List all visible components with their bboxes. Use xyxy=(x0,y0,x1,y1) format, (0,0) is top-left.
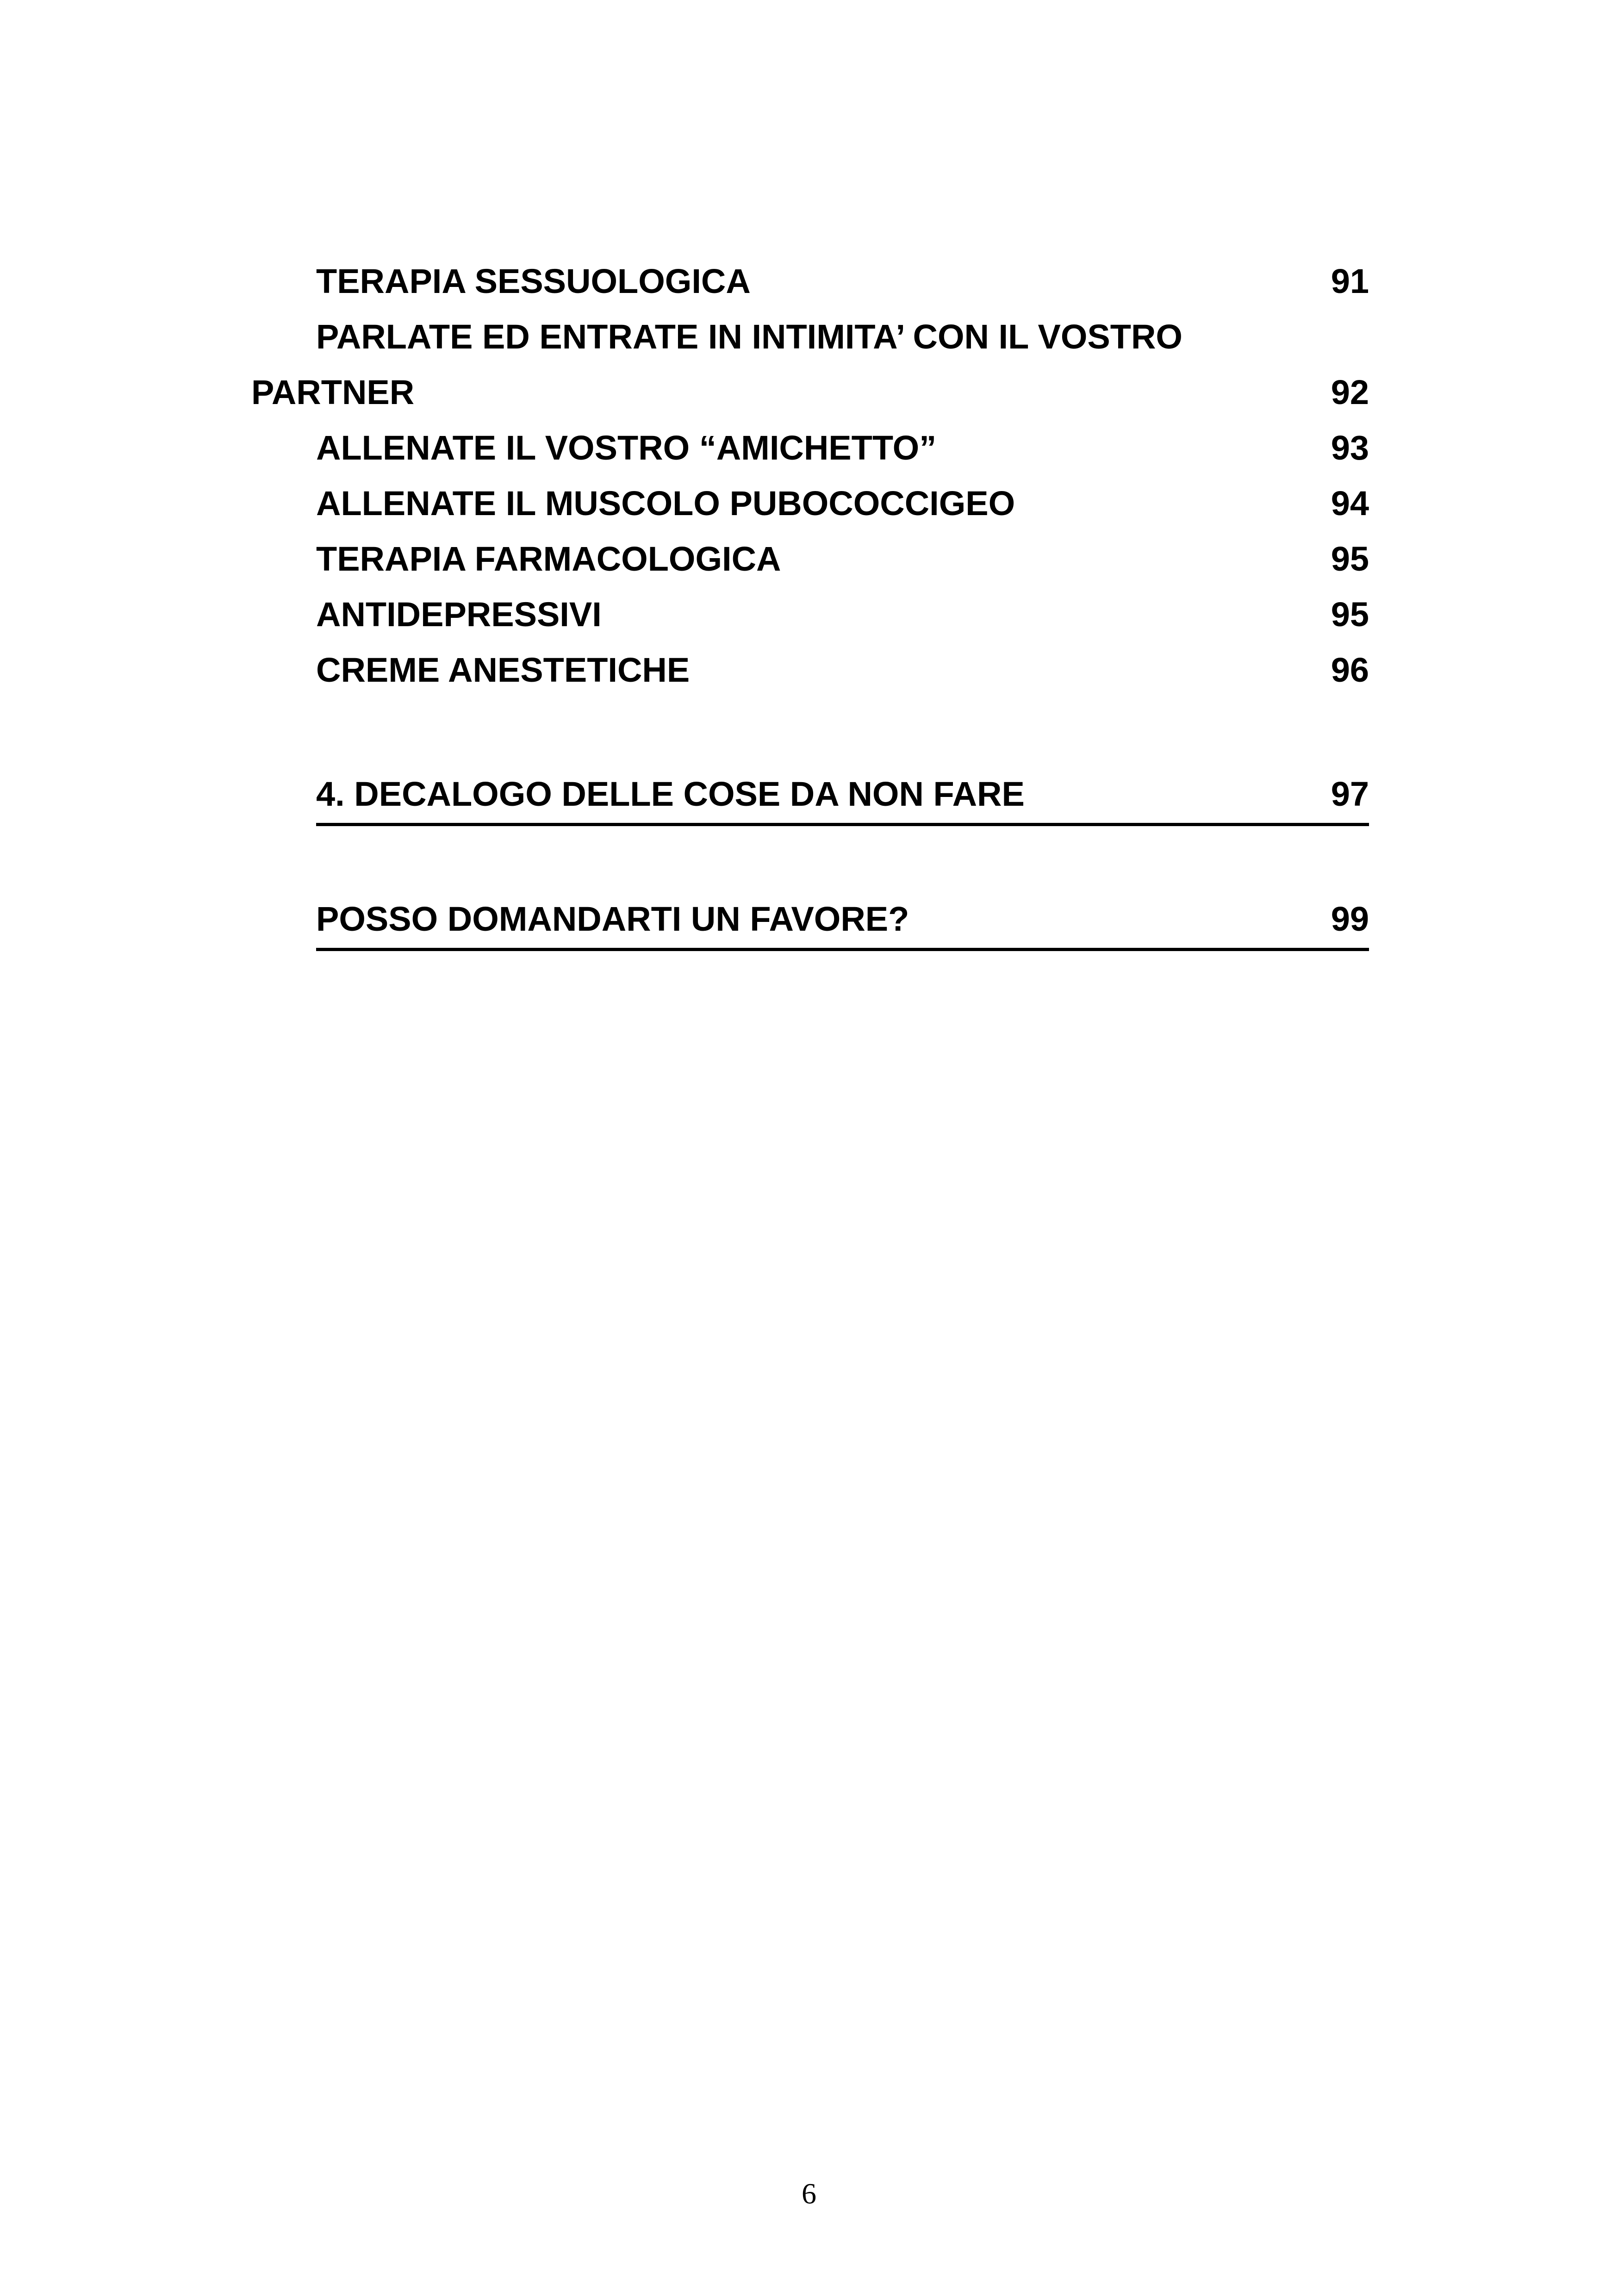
toc-entry-partner-continuation[interactable] xyxy=(251,365,1369,420)
toc-entry-page-number: 92 xyxy=(1331,373,1369,411)
toc-entry-page-number: 95 xyxy=(1331,595,1369,634)
toc-entry-label: TERAPIA SESSUOLOGICA xyxy=(316,262,751,300)
toc-entry-page-number: 93 xyxy=(1331,429,1369,467)
toc-entry-label: 4. DECALOGO DELLE COSE DA NON FARE xyxy=(316,775,1025,813)
toc-entry-label: POSSO DOMANDARTI UN FAVORE? xyxy=(316,900,909,938)
toc-entry-chapter-decalogo[interactable] xyxy=(316,767,1369,826)
toc-entry-label: ALLENATE IL VOSTRO “AMICHETTO” xyxy=(316,429,937,467)
toc-entry-label: PARTNER xyxy=(251,373,415,411)
toc-entry-antidepressivi[interactable] xyxy=(316,587,1369,642)
toc-entry-terapia-farmacologica[interactable] xyxy=(316,531,1369,587)
toc-entry-page-number: 91 xyxy=(1331,262,1369,300)
toc-entry-allenate-muscolo[interactable] xyxy=(316,476,1369,531)
toc-entry-page-number: 99 xyxy=(1331,900,1369,938)
toc-entry-page-number: 97 xyxy=(1331,775,1369,813)
toc-entry-label: ANTIDEPRESSIVI xyxy=(316,595,602,634)
toc-entry-label: CREME ANESTETICHE xyxy=(316,651,690,689)
toc-entry-creme-anestetiche[interactable] xyxy=(316,642,1369,698)
toc-entry-page-number: 95 xyxy=(1331,540,1369,578)
toc-entry-label: ALLENATE IL MUSCOLO PUBOCOCCIGEO xyxy=(316,484,1015,523)
toc-entry-page-number: 94 xyxy=(1331,484,1369,523)
toc-entry-terapia-sessuologica[interactable] xyxy=(316,254,1369,309)
toc-entry-label: PARLATE ED ENTRATE IN INTIMITA’ CON IL VOSTRO xyxy=(316,317,1182,356)
page-number-footer: 6 xyxy=(802,2177,816,2210)
toc-entry-allenate-amichetto[interactable] xyxy=(316,420,1369,476)
toc-entry-label: TERAPIA FARMACOLOGICA xyxy=(316,540,781,578)
toc-entry-page-number: 96 xyxy=(1331,651,1369,689)
toc-entry-parlate-ed-entrate[interactable] xyxy=(316,309,1369,365)
toc-entry-posso-domandarti[interactable] xyxy=(316,892,1369,951)
